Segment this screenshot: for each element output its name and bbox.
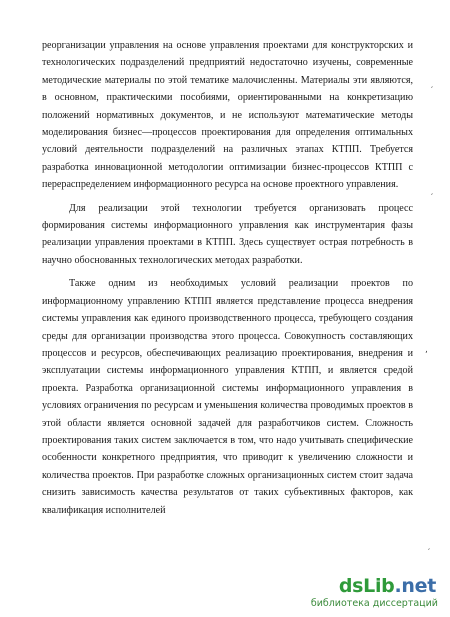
- logo-main-text: dsLib: [338, 575, 395, 597]
- watermark-subtitle: библиотека диссертаций: [310, 598, 438, 609]
- dslib-watermark: [310, 575, 438, 611]
- paragraph-3: Также одним из необходимых условий реализации проектов по информационному управлению КТПП является представление процесса внедрения системы управления как единого производственного процесса, требующего создания среды для организации производства этого процесса. Совокупность составляющих процессов и ресурсов, обеспечивающих реализацию проектирования, внедрения и эксплуатации системы информационного управления КТПП, и является средой проекта. Разработка организационной системы информационного управления в условиях ограничения по ресурсам и уменьшения количества проводимых проектов в этой области является основной задачей для разработчиков систем. Сложность проектирования таких систем заключается в том, что надо учитывать специфические особенности конкретного предприятия, что приводит к увеличению сложности и количества проектов. При разработке сложных организационных систем стоит задача снизить зависимость качества результатов от таких субъективных факторов, как квалификация исполнителей: [42, 278, 413, 516]
- paragraph-1: реорганизации управления на основе управления проектами для конструкторских и технологических подразделений предприятий недостаточно изучены, современные методические материалы по этой тематике малочисленны. Материалы эти являются, в основном, практическими пособиями, ориентированными на конкретизацию положений нормативных документов, и не используют математические методы моделирования бизнес—процессов проектирования для определения оптимальных условий деятельности подразделений на различных этапах КТПП. Требуется разработка инновационной методологии оптимизации бизнес-процессов КТПП с перераспределением информационного ресурса на основе проектного управления.: [42, 40, 413, 191]
- margin-mark: ′: [431, 193, 434, 203]
- margin-mark: ′: [431, 86, 434, 96]
- body-text: [42, 37, 413, 519]
- paragraph-2: Для реализации этой технологии требуется организовать процесс формирования системы информационного управления как инструментария фазы реализации управления проектами в КТПП. Здесь существует острая потребность в научно обоснованных технологических методах разработки.: [42, 202, 413, 266]
- dslib-logo: [339, 575, 436, 597]
- logo-tld-text: .net: [394, 575, 436, 597]
- margin-mark: ,: [425, 345, 428, 355]
- margin-mark: ′: [428, 548, 431, 558]
